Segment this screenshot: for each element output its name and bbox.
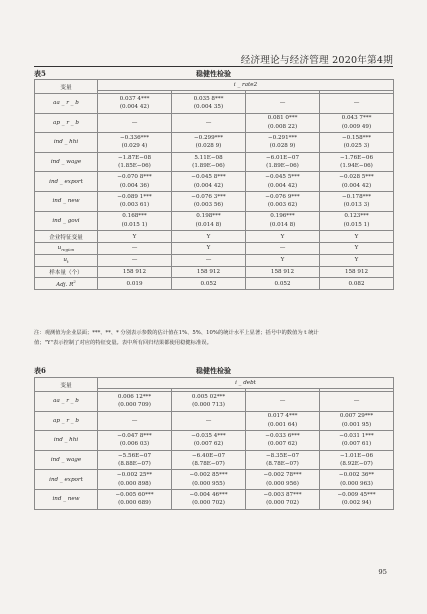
coefficient: 0.168***: [122, 213, 147, 220]
coefficient: −0.076 9***: [265, 193, 300, 200]
std-error: (1.85E−06): [118, 163, 151, 170]
coefficient: 0.006 12***: [117, 393, 152, 400]
table-cell: [320, 113, 394, 133]
table-cell: 158 912: [172, 266, 246, 278]
note-line: 值；"Y"表示控制了对应的特征变量。表中所有回归结果都使用稳健标准误。: [34, 339, 212, 346]
table-cell: Y: [320, 254, 394, 266]
coefficient: −0.178***: [341, 193, 372, 200]
coefficient: —: [205, 119, 212, 126]
std-error: (0.025 3): [343, 143, 370, 150]
coefficient: −0.002 78***: [263, 472, 302, 479]
std-error: (0.000 689): [118, 500, 151, 507]
table-row: [35, 489, 394, 509]
std-error: (0.000 956): [266, 480, 299, 487]
coefficient: 0.081 0***: [267, 115, 298, 122]
table-cell: [98, 470, 172, 490]
coefficient: −0.158***: [341, 135, 372, 142]
std-error: (0.006 03): [119, 441, 150, 448]
page-number: 95: [378, 568, 387, 576]
table-cell: [98, 489, 172, 509]
table-cell: [246, 133, 320, 153]
std-error: (0.000 709): [118, 402, 151, 409]
std-error: (0.014 8): [269, 221, 296, 228]
table-cell: [98, 172, 172, 192]
std-error: (0.001 95): [341, 421, 372, 428]
variable-name: u: [63, 256, 67, 263]
table-cell: [246, 470, 320, 490]
row-variable: [35, 278, 98, 290]
table-cell: [172, 411, 246, 431]
row-variable: ind _ new: [35, 191, 98, 211]
table-cell: [172, 152, 246, 172]
table-cell: [98, 411, 172, 431]
table-cell: Y: [320, 242, 394, 254]
coefficient: −0.336***: [119, 135, 150, 142]
std-error: (0.007 62): [193, 441, 224, 448]
coefficient: −0.035 4***: [191, 433, 226, 440]
table-cell: [172, 470, 246, 490]
coefficient: 5.11E−08: [194, 154, 223, 161]
std-error: (0.009 49): [341, 123, 372, 130]
coefficient: 0.035 8***: [193, 95, 224, 102]
table-cell: [320, 94, 394, 114]
table-cell: [320, 431, 394, 451]
std-error: (0.004 42): [267, 182, 298, 189]
std-error: (1.89E−06): [266, 163, 299, 170]
table-cell: 0.082: [320, 278, 394, 290]
coefficient: −0.047 8***: [117, 433, 152, 440]
coefficient: —: [131, 417, 138, 424]
table-cell: [246, 172, 320, 192]
table-cell: [172, 113, 246, 133]
row-variable: ind _ hhi: [35, 431, 98, 451]
table-row: [35, 266, 394, 278]
table-row: [35, 254, 394, 266]
table-row: [35, 392, 394, 412]
coefficient: −0.033 6***: [265, 433, 300, 440]
table-cell: [246, 411, 320, 431]
table-row: [35, 431, 394, 451]
coefficient: −0.005 60***: [115, 491, 154, 498]
coefficient: 0.198***: [196, 213, 221, 220]
table5-dep-var: i _ rate2: [98, 80, 394, 91]
row-variable: [35, 266, 98, 278]
table-row: [35, 411, 394, 431]
std-error: (0.028 9): [269, 143, 296, 150]
std-error: (0.004 35): [193, 104, 224, 111]
row-variable: ind _ export: [35, 172, 98, 192]
coefficient: —: [279, 100, 286, 107]
coefficient: —: [279, 398, 286, 405]
std-error: (0.000 713): [192, 402, 225, 409]
std-error: (0.007 61): [341, 441, 372, 448]
std-error: (0.000 955): [192, 480, 225, 487]
row-variable: [35, 231, 98, 243]
row-variable: ap _ r _ b: [35, 113, 98, 133]
variable-name: 企业特征变量: [49, 234, 83, 241]
std-error: (8.88E−07): [118, 461, 151, 468]
coefficient: −0.002 36**: [338, 472, 375, 479]
coefficient: −8.35E−07: [265, 452, 300, 459]
table-cell: [172, 172, 246, 192]
table-cell: [320, 392, 394, 412]
table-cell: —: [98, 242, 172, 254]
table5-note: [34, 329, 393, 348]
table-row: [35, 470, 394, 490]
table-cell: [98, 211, 172, 231]
std-error: (0.002 94): [341, 500, 372, 507]
coefficient: −0.299***: [193, 135, 224, 142]
table-cell: [246, 191, 320, 211]
table-cell: 158 912: [98, 266, 172, 278]
table-cell: [246, 113, 320, 133]
coefficient: 0.123***: [344, 213, 369, 220]
table-cell: Y: [98, 231, 172, 243]
table-cell: [172, 392, 246, 412]
coefficient: −0.291***: [267, 135, 298, 142]
std-error: (0.028 9): [195, 143, 222, 150]
coefficient: −1.87E−08: [117, 154, 152, 161]
table-cell: [172, 450, 246, 470]
std-error: (0.003 61): [119, 202, 150, 209]
table-cell: 0.052: [246, 278, 320, 290]
table-cell: [98, 450, 172, 470]
table-row: [35, 231, 394, 243]
table-cell: —: [246, 242, 320, 254]
header-rule: [34, 66, 393, 67]
row-variable: ind _ new: [35, 489, 98, 509]
table-row: [35, 278, 394, 290]
variable-superscript: 2: [73, 279, 76, 285]
table-cell: [246, 152, 320, 172]
table-cell: [98, 431, 172, 451]
std-error: (0.013 3): [343, 202, 370, 209]
row-variable: ind _ hhi: [35, 133, 98, 153]
table-cell: Y: [320, 231, 394, 243]
std-error: (0.004 42): [341, 182, 372, 189]
coefficient: −0.009 45***: [337, 491, 376, 498]
coefficient: −0.002 25**: [116, 472, 153, 479]
table-cell: 0.019: [98, 278, 172, 290]
std-error: (1.89E−06): [192, 163, 225, 170]
coefficient: −6.01E−07: [265, 154, 300, 161]
std-error: (0.000 898): [118, 480, 151, 487]
table-row: [35, 133, 394, 153]
table-cell: [172, 133, 246, 153]
coefficient: 0.005 02***: [191, 393, 226, 400]
table-cell: [172, 489, 246, 509]
std-error: (0.001 64): [267, 421, 298, 428]
coefficient: 0.196***: [270, 213, 295, 220]
table-cell: Y: [172, 231, 246, 243]
table-cell: [98, 94, 172, 114]
table6: [34, 377, 394, 510]
coefficient: −0.004 46***: [189, 491, 228, 498]
coefficient: —: [353, 100, 360, 107]
table-cell: [320, 133, 394, 153]
std-error: (0.000 963): [340, 480, 373, 487]
coefficient: 0.007 29***: [339, 413, 374, 420]
coefficient: −0.089 1***: [117, 193, 152, 200]
row-variable: aa _ r _ b: [35, 392, 98, 412]
coefficient: —: [353, 398, 360, 405]
coefficient: 0.037 4***: [119, 95, 150, 102]
table-cell: 0.052: [172, 278, 246, 290]
variable-name: 样本量（个）: [49, 269, 83, 276]
table-cell: Y: [246, 254, 320, 266]
table-row: [35, 191, 394, 211]
variable-subscript: t: [67, 258, 69, 264]
std-error: (0.003 62): [267, 202, 298, 209]
variable-subscript: region: [61, 246, 75, 252]
table-cell: [246, 94, 320, 114]
table-cell: [172, 191, 246, 211]
coefficient: −0.045 5***: [265, 174, 300, 181]
table-cell: [320, 191, 394, 211]
row-variable: ind _ wage: [35, 152, 98, 172]
table-cell: [98, 392, 172, 412]
coefficient: −0.028 5***: [339, 174, 374, 181]
table5-label: 表5: [34, 69, 46, 78]
journal-header: 经济理论与经济管理 2020年第4期: [240, 55, 393, 66]
std-error: (8.78E−07): [192, 461, 225, 468]
table-cell: Y: [246, 231, 320, 243]
std-error: (0.008 22): [267, 123, 298, 130]
table-row: [35, 113, 394, 133]
std-error: (0.015 1): [343, 221, 370, 228]
table5: [34, 79, 394, 290]
table5-col-header: 变量: [35, 80, 98, 94]
table-cell: 158 912: [320, 266, 394, 278]
table-cell: [246, 489, 320, 509]
table-cell: 158 912: [246, 266, 320, 278]
std-error: (0.004 42): [119, 104, 150, 111]
table-cell: [246, 392, 320, 412]
table6-col-header: 变量: [35, 378, 98, 392]
note-line: 注：观测值为企业层面；***、**、* 分别表示参数的估计值在1%、5%、10%的统计水平上显著；括号中的数值为 t 统计: [34, 330, 319, 336]
table-cell: [98, 152, 172, 172]
coefficient: −6.40E−07: [191, 452, 226, 459]
coefficient: —: [205, 417, 212, 424]
std-error: (0.007 62): [267, 441, 298, 448]
table-cell: [320, 172, 394, 192]
std-error: (0.029 4): [121, 143, 148, 150]
table-row: [35, 172, 394, 192]
table6-label: 表6: [34, 366, 46, 375]
coefficient: 0.017 4***: [267, 413, 298, 420]
table-cell: —: [98, 254, 172, 266]
std-error: (8.78E−07): [266, 461, 299, 468]
coefficient: −5.56E−07: [117, 452, 152, 459]
table-cell: [320, 411, 394, 431]
table6-dep-var: i _ debt: [98, 378, 394, 389]
table-cell: [246, 450, 320, 470]
std-error: (0.004 36): [119, 182, 150, 189]
table-cell: [320, 489, 394, 509]
coefficient: −1.76E−06: [340, 154, 374, 161]
table-cell: Y: [172, 242, 246, 254]
table-cell: [98, 133, 172, 153]
coefficient: −0.031 1***: [339, 433, 374, 440]
table-cell: [320, 450, 394, 470]
row-variable: aa _ r _ b: [35, 94, 98, 114]
table6-title: 稳健性检验: [196, 366, 231, 375]
table-cell: [320, 152, 394, 172]
table-row: [35, 242, 394, 254]
std-error: (1.94E−06): [340, 163, 373, 170]
table-cell: —: [172, 254, 246, 266]
coefficient: −0.045 8***: [191, 174, 226, 181]
table-cell: [320, 211, 394, 231]
variable-name: Adj. R: [56, 282, 74, 289]
table-cell: [172, 431, 246, 451]
std-error: (0.003 56): [193, 202, 224, 209]
std-error: (0.014 8): [195, 221, 222, 228]
coefficient: −0.070 8***: [117, 174, 152, 181]
table-cell: [98, 191, 172, 211]
table-row: [35, 152, 394, 172]
table-cell: [246, 211, 320, 231]
table5-title: 稳健性检验: [196, 69, 231, 78]
std-error: (0.004 42): [193, 182, 224, 189]
row-variable: [35, 254, 98, 266]
table-row: [35, 211, 394, 231]
table-cell: [320, 470, 394, 490]
std-error: (0.000 702): [192, 500, 225, 507]
coefficient: −0.003 87***: [263, 491, 302, 498]
coefficient: 0.043 7***: [341, 115, 372, 122]
coefficient: —: [131, 119, 138, 126]
coefficient: −1.01E−06: [339, 452, 374, 459]
row-variable: [35, 242, 98, 254]
table-row: [35, 450, 394, 470]
row-variable: ind _ govi: [35, 211, 98, 231]
table-cell: [172, 94, 246, 114]
variable-name: u: [57, 244, 62, 251]
row-variable: ap _ r _ b: [35, 411, 98, 431]
coefficient: −0.002 85***: [189, 472, 228, 479]
table-cell: [172, 211, 246, 231]
coefficient: −0.076 3***: [191, 193, 226, 200]
table-cell: [246, 431, 320, 451]
row-variable: ind _ export: [35, 470, 98, 490]
table-cell: [98, 113, 172, 133]
std-error: (8.92E−07): [340, 461, 373, 468]
std-error: (0.015 1): [121, 221, 148, 228]
std-error: (0.000 702): [266, 500, 299, 507]
table-row: [35, 94, 394, 114]
row-variable: ind _ wage: [35, 450, 98, 470]
